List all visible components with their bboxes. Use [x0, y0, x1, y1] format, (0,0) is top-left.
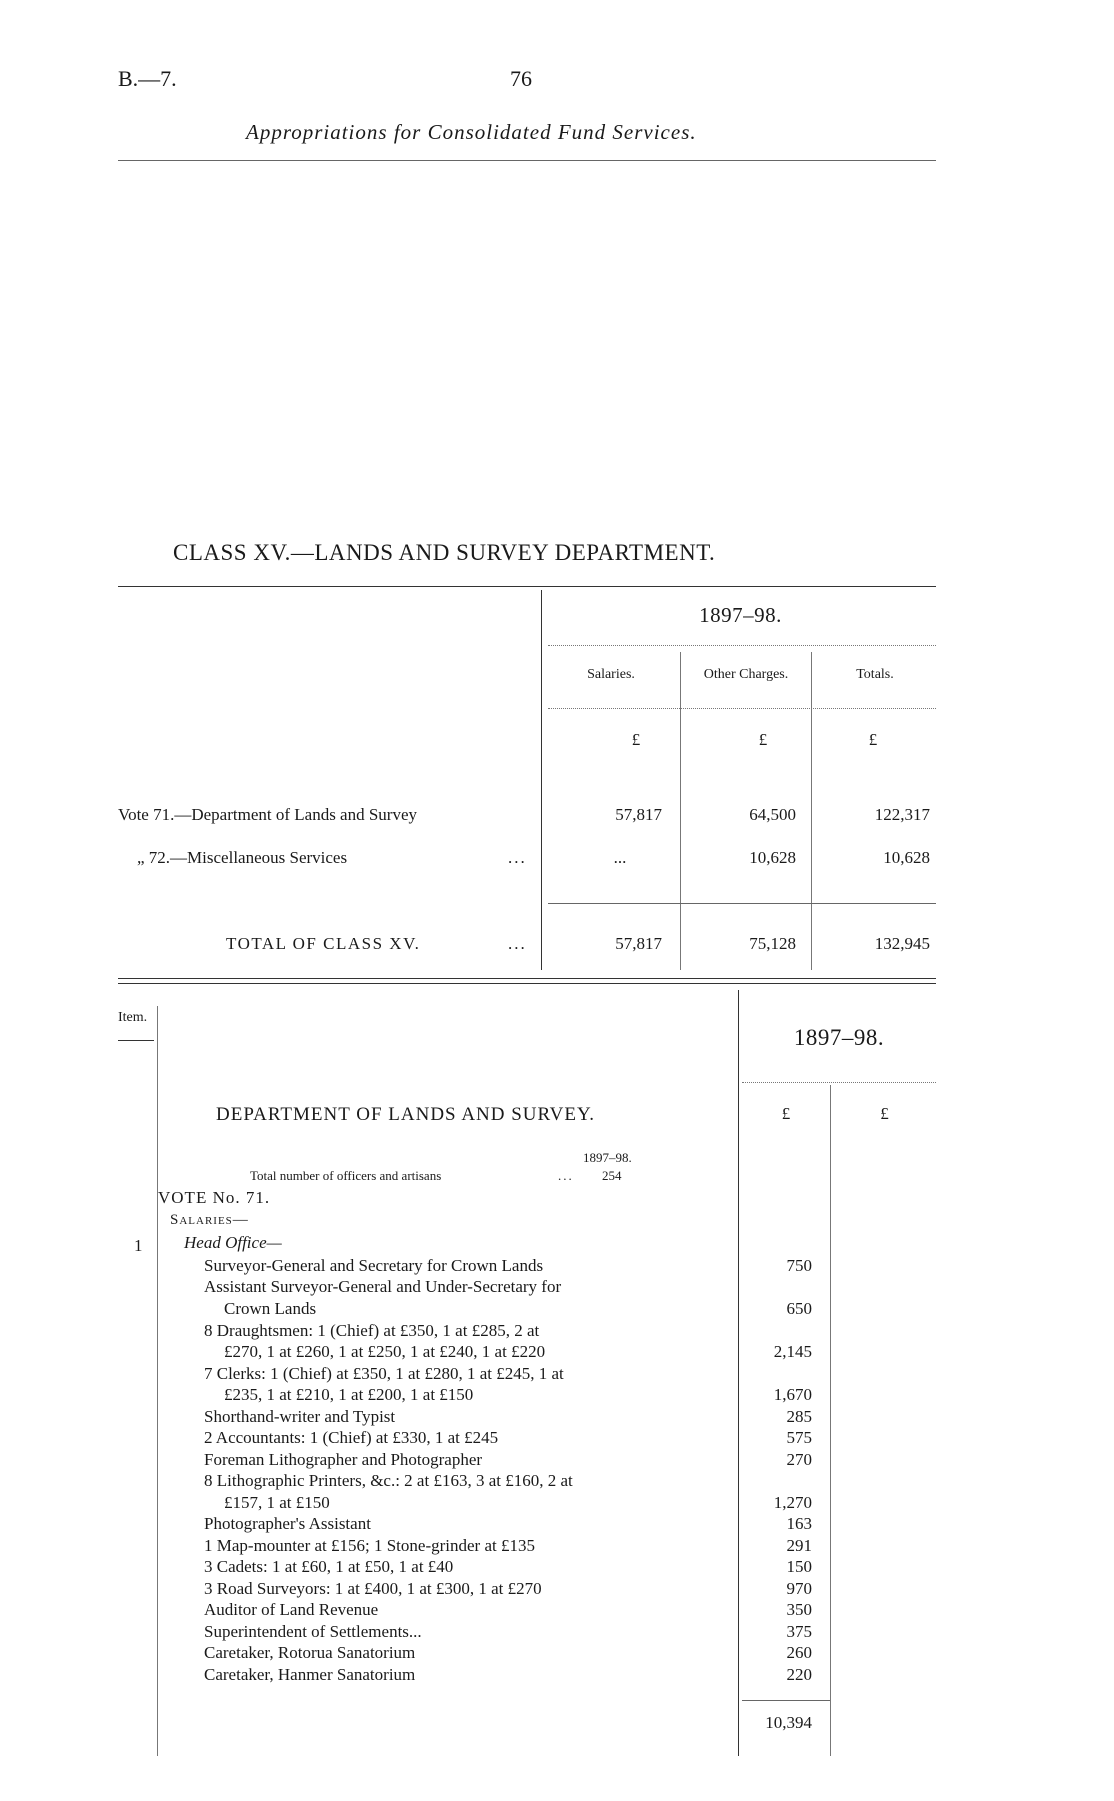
vote-72-leader: ... [508, 848, 527, 867]
salaries-currency: £ [631, 730, 641, 749]
line-item-text: Foreman Lithographer and Photographer [204, 1450, 483, 1469]
line-item-amount: 750 [786, 1256, 812, 1275]
item-header-rule [118, 1040, 154, 1041]
page-title: Appropriations for Consolidated Fund Services. [246, 120, 697, 144]
item-column-header: Item. [118, 1010, 148, 1025]
salaries-column-header: Salaries. [587, 667, 635, 682]
detail-year: 1897–98. [793, 1025, 885, 1050]
summary-bottom-rule-2 [118, 983, 936, 984]
vote-71-salaries: 57,817 [615, 805, 662, 824]
line-item-amount: 970 [786, 1579, 812, 1598]
officers-label: Total number of officers and artisans [250, 1168, 442, 1183]
line-item-amount: 150 [786, 1557, 812, 1576]
line-item-text: Photographer's Assistant [204, 1514, 371, 1533]
totals-column-header: Totals. [856, 667, 894, 682]
summary-year-rule [548, 645, 936, 646]
department-title: DEPARTMENT OF LANDS AND SURVEY. [216, 1104, 596, 1125]
line-item-amount: 291 [786, 1536, 812, 1555]
vote-72-label: „ 72.—Miscellaneous Services [137, 848, 348, 867]
line-item-amount: 650 [786, 1299, 812, 1318]
line-item-text: £270, 1 at £260, 1 at £250, 1 at £240, 1 at £220 [224, 1342, 546, 1361]
line-item-text: Auditor of Land Revenue [204, 1600, 379, 1619]
class-total-other: 75,128 [749, 934, 796, 953]
other-charges-currency: £ [758, 730, 768, 749]
line-item-amount: 270 [786, 1450, 812, 1469]
line-item-amount: 163 [786, 1514, 812, 1533]
subtotal-rule [742, 1700, 830, 1701]
line-item-amount: 220 [786, 1665, 812, 1684]
line-item-text: 3 Cadets: 1 at £60, 1 at £50, 1 at £40 [204, 1557, 454, 1576]
line-item-amount: 575 [786, 1428, 812, 1447]
class-total-salaries: 57,817 [615, 934, 662, 953]
class-title: CLASS XV.—LANDS AND SURVEY DEPARTMENT. [173, 540, 716, 565]
detail-currency-2: £ [880, 1104, 889, 1123]
line-item-text: Caretaker, Rotorua Sanatorium [204, 1643, 416, 1662]
line-item-text: Surveyor-General and Secretary for Crown Lands [204, 1256, 544, 1275]
summary-col-divider-1 [680, 652, 681, 970]
line-item-text: 8 Lithographic Printers, &c.: 2 at £163, 3 at £160, 2 at [204, 1471, 573, 1490]
summary-total-rule [548, 903, 936, 904]
line-item-amount: 1,270 [773, 1493, 812, 1512]
line-item-text: 3 Road Surveyors: 1 at £400, 1 at £300, 1 at £270 [204, 1579, 542, 1598]
summary-top-rule [118, 586, 936, 587]
other-charges-column-header: Other Charges. [703, 667, 789, 682]
line-item-text: 2 Accountants: 1 (Chief) at £330, 1 at £245 [204, 1428, 499, 1447]
line-item-amount: 285 [786, 1407, 812, 1426]
document-reference: B.—7. [118, 66, 177, 91]
line-item-text: Crown Lands [224, 1299, 317, 1318]
page-number: 76 [510, 66, 532, 91]
head-office-subheading: Head Office— [184, 1233, 282, 1252]
line-item-text: Shorthand-writer and Typist [204, 1407, 396, 1426]
class-total-total: 132,945 [874, 934, 930, 953]
summary-col-divider-2 [811, 652, 812, 970]
totals-currency: £ [868, 730, 878, 749]
vote-72-salaries: ... [613, 848, 627, 867]
subtotal-amount: 10,394 [765, 1713, 812, 1732]
vote-72-other: 10,628 [749, 848, 796, 867]
summary-bottom-rule [118, 978, 936, 979]
detail-amount-divider-left [738, 990, 739, 1756]
vote-heading: VOTE No. 71. [158, 1188, 271, 1207]
salaries-heading: Salaries— [170, 1212, 249, 1228]
summary-year: 1897–98. [699, 603, 782, 627]
officers-year: 1897–98. [583, 1150, 632, 1165]
line-item-amount: 350 [786, 1600, 812, 1619]
line-item-text: £235, 1 at £210, 1 at £200, 1 at £150 [224, 1385, 474, 1404]
summary-header-rule [548, 708, 936, 709]
item-column-divider [157, 1006, 158, 1756]
line-item-amount: 375 [786, 1622, 812, 1641]
detail-year-rule [742, 1082, 936, 1083]
line-item-text: 7 Clerks: 1 (Chief) at £350, 1 at £280, 1 at £245, 1 at [204, 1364, 564, 1383]
line-item-amount: 1,670 [773, 1385, 812, 1404]
officers-leader: ... [558, 1168, 574, 1183]
class-total-label: TOTAL OF CLASS XV. [226, 934, 421, 953]
detail-amount-divider-mid [830, 1085, 831, 1756]
officers-count: 254 [602, 1168, 622, 1183]
line-item-text: Superintendent of Settlements... [204, 1622, 422, 1641]
line-item-text: 8 Draughtsmen: 1 (Chief) at £350, 1 at £285, 2 at [204, 1321, 540, 1340]
line-item-amount: 2,145 [773, 1342, 812, 1361]
vote-72-total: 10,628 [883, 848, 930, 867]
header-rule [118, 160, 936, 161]
summary-label-divider [541, 590, 542, 970]
detail-currency-1: £ [781, 1104, 791, 1123]
line-item-text: Caretaker, Hanmer Sanatorium [204, 1665, 416, 1684]
line-item-amount: 260 [786, 1643, 812, 1662]
vote-71-other: 64,500 [749, 805, 796, 824]
vote-71-label: Vote 71.—Department of Lands and Survey [118, 805, 418, 824]
line-item-text: 1 Map-mounter at £156; 1 Stone-grinder at £135 [204, 1536, 535, 1555]
vote-71-total: 122,317 [874, 805, 930, 824]
item-number: 1 [134, 1236, 143, 1255]
class-total-leader: ... [508, 934, 527, 953]
line-item-text: £157, 1 at £150 [224, 1493, 330, 1512]
line-item-text: Assistant Surveyor-General and Under-Secretary for [204, 1277, 562, 1296]
